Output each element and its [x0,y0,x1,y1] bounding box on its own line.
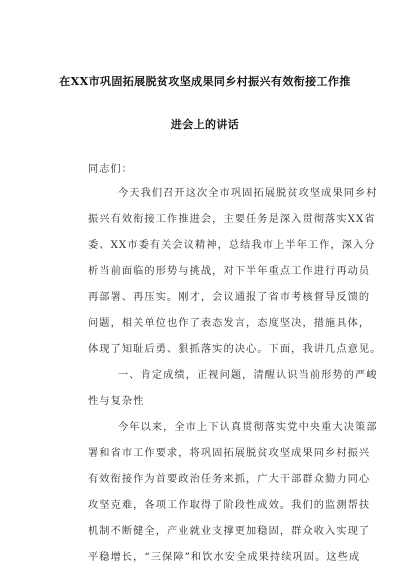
paragraph-line: 署和省市工作要求，将巩固拓展脱贫攻坚成果同乡村振兴 [88,448,371,459]
paragraph-line: 析当前面临的形势与挑战，对下半年重点工作进行再动员 [88,266,371,277]
paragraph-line: 再部署、再压实。刚才，会议通报了省市考核督导反馈的 [88,292,371,303]
paragraph-line: 有效衔接作为首要政治任务来抓，广大干部群众勠力同心 [88,474,371,485]
paragraph-line: 机制不断健全，产业就业支撑更加稳固，群众收入实现了 [88,526,371,537]
section-heading-line: 一、肯定成绩，正视问题，清醒认识当前形势的严峻 [118,370,378,381]
paragraph-line: 委、XX市委有关会议精神，总结我市上半年工作，深入分 [88,240,376,251]
paragraph-line: 体现了知耻后勇、狠抓落实的决心。下面，我讲几点意见。 [88,344,382,355]
paragraph-line: 问题，相关单位也作了表态发言，态度坚决，措施具体， [88,318,371,329]
document-title-line-1: 在XX市巩固拓展脱贫攻坚成果同乡村振兴有效衔接工作推 [59,75,351,88]
section-heading-line: 性与复杂性 [88,396,145,407]
paragraph-line: 今年以来，全市上下认真贯彻落实党中央重大决策部 [118,422,378,433]
document-title-line-2: 进会上的讲话 [170,118,240,131]
paragraph-line: 振兴有效衔接工作推进会，主要任务是深入贯彻落实XX省 [88,214,376,225]
paragraph-line: 攻坚克难，各项工作取得了阶段性成效。我们的监测帮扶 [88,500,371,511]
paragraph-line: 平稳增长，“三保障”和饮水安全成果持续巩固。这些成 [88,552,361,563]
paragraph-line: 今天我们召开这次全市巩固拓展脱贫攻坚成果同乡村 [118,188,378,199]
salutation: 同志们： [88,164,133,175]
